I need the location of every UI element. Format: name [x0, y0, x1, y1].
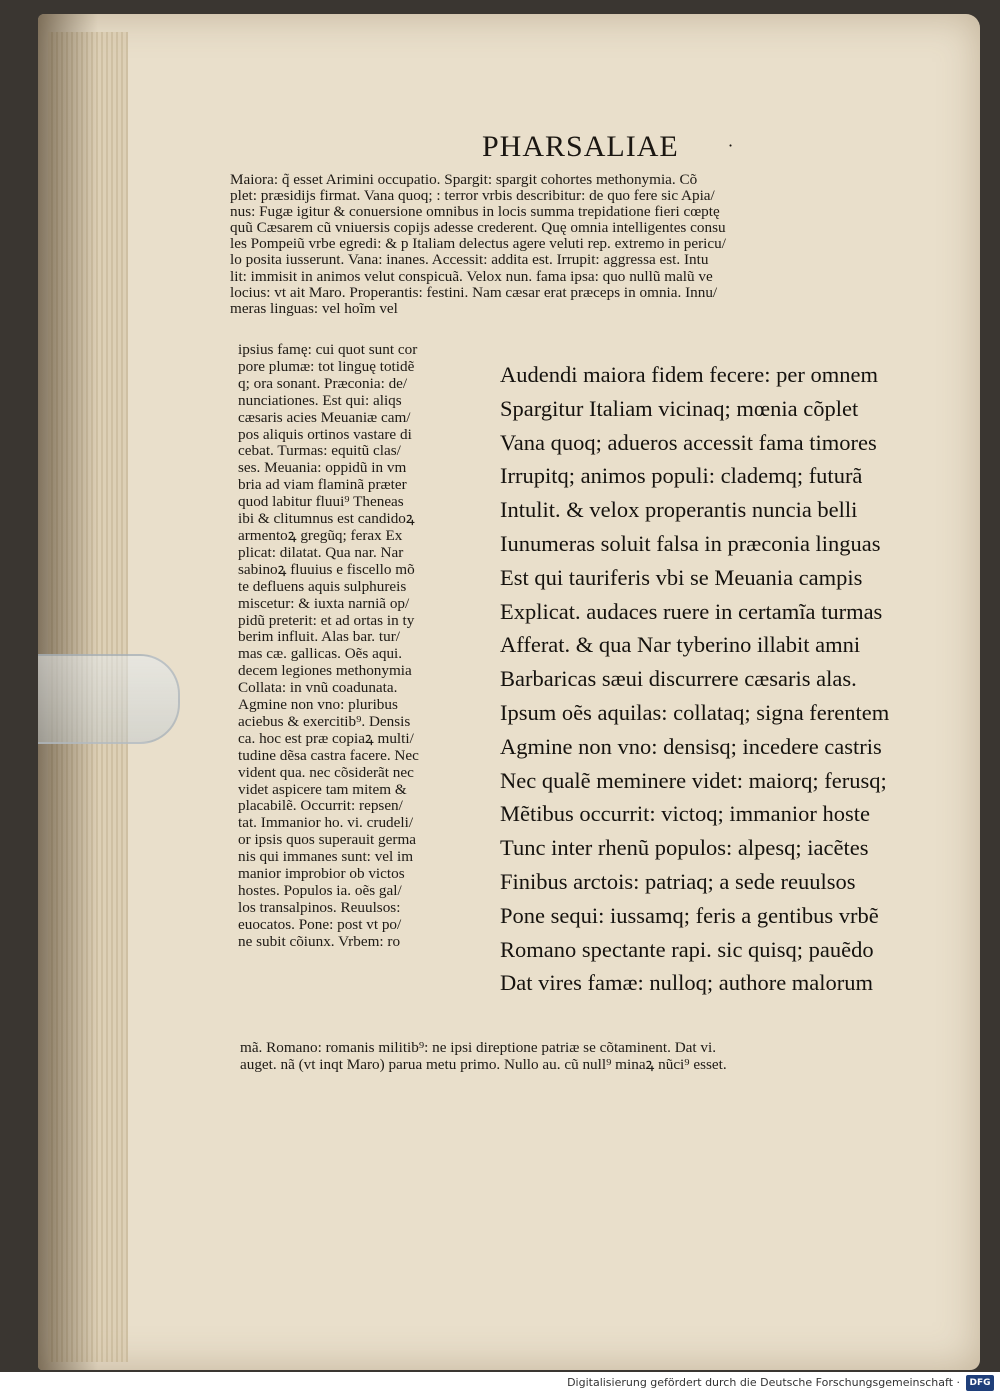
verse-line: Vana quoq; adueros accessit fama timores: [500, 429, 877, 455]
commentary-line: nunciationes. Est qui: aliqs: [238, 391, 402, 409]
commentary-line: armentoꝝ gregũq; ferax Ex: [238, 526, 403, 544]
commentary-line: cebat. Turmas: equitũ clas/: [238, 442, 401, 460]
commentary-line: tat. Immanior ho. vi. crudeli/: [238, 814, 414, 832]
commentary-line: les Pompeiũ vrbe egredi: & p Italiam delectus agere veluti rep. extremo in pericu/: [230, 235, 726, 253]
verse-text: [500, 358, 930, 1000]
verse-line: Intulit. & velox properantis nuncia belli: [500, 497, 858, 523]
dfg-logo: DFG: [966, 1375, 994, 1391]
commentary-line: pore plumæ: tot linguę totidẽ: [238, 357, 415, 375]
left-commentary: [238, 342, 498, 951]
commentary-line: plicat: dilatat. Qua nar. Nar: [238, 543, 404, 561]
verse-line: Tunc inter rhenũ populos: alpesq; iacẽtes: [500, 835, 869, 861]
commentary-line: mas cæ. gallicas. Oẽs aqui.: [238, 645, 403, 663]
commentary-line: ses. Meuania: oppidũ in vm: [238, 459, 407, 477]
commentary-line: videt aspicere tam mitem &: [238, 780, 407, 798]
verse-line: Agmine non vno: densisq; incedere castris: [500, 733, 882, 759]
commentary-line: decem legiones methonymia: [238, 662, 412, 680]
commentary-line: vident qua. nec cõsiderãt nec: [238, 763, 414, 781]
commentary-line: Agmine non vno: pluribus: [238, 696, 398, 714]
commentary-line: ca. hoc est præ copiaꝝ multi/: [238, 729, 414, 747]
commentary-line: nus: Fugæ igitur & conuersione omnibus in locis summa trepidatione fieri cœptę: [230, 203, 720, 221]
commentary-line: te defluens aquis sulphureis: [238, 577, 407, 595]
verse-line: Audendi maiora fidem fecere: per omnem: [500, 362, 878, 387]
top-commentary: [230, 172, 930, 317]
verse-line: Romano spectante rapi. sic quisq; pauẽdo: [500, 936, 874, 962]
verse-line: Mẽtibus occurrit: victoq; immanior hoste: [500, 801, 870, 827]
commentary-line: bria ad viam flaminã præter: [238, 476, 407, 494]
commentary-line: pidũ preterit: et ad ortas in ty: [238, 611, 415, 629]
bottom-commentary: [240, 1040, 940, 1073]
commentary-line: pos aliquis ortinos vastare di: [238, 425, 412, 443]
verse-line: Irrupitq; animos populi: clademq; futurã: [500, 463, 863, 489]
verse-line: Pone sequi: iussamq; feris a gentibus vrbẽ: [500, 902, 879, 928]
commentary-line: plet: præsidijs firmat. Vana quoq; : terror vrbis describitur: de quo fere sic Apia/: [230, 187, 715, 205]
verse-line: Nec qualẽ meminere videt: maiorq; ferusq;: [500, 767, 887, 793]
commentary-line: hostes. Populos ia. oẽs gal/: [238, 882, 402, 899]
commentary-line: meras linguas: vel hoĩm vel: [230, 299, 398, 317]
commentary-line: berim influit. Alas bar. tur/: [238, 628, 400, 646]
verse-line: Spargitur Italiam vicinaq; mœnia cõplet: [500, 395, 859, 421]
commentary-line: quũ Cæsarem cũ vniuersis copijs adesse crederent. Quę omnia intelligentes consu: [230, 219, 726, 237]
footer-bar: [0, 1372, 1000, 1396]
commentary-line: euocatos. Pone: post vt po/: [238, 915, 402, 933]
commentary-line: miscetur: & iuxta narniã op/: [238, 594, 410, 612]
commentary-line: lit: immisit in animos velut conspicuã. Velox nun. fama ipsa: quo nullũ malũ ve: [230, 267, 713, 285]
commentary-line: Maiora: q̃ esset Arimini occupatio. Spargit: spargit cohortes methonymia. Cõ: [230, 171, 698, 188]
verse-line: Afferat. & qua Nar tyberino illabit amni: [500, 632, 861, 658]
commentary-line: sabinoꝝ fluuius e fiscello mõ: [238, 560, 415, 578]
verse-line: Iunumeras soluit falsa in præconia linguas: [500, 530, 881, 556]
commentary-line: Collata: in vnũ coadunata.: [238, 679, 398, 697]
verse-line: Dat vires famæ: nulloq; authore malorum: [500, 970, 874, 996]
commentary-line: placabilẽ. Occurrit: repsen/: [238, 797, 403, 815]
commentary-line: tudine dẽsa castra facere. Nec: [238, 746, 419, 764]
commentary-line: ne subit cõiunx. Vrbem: ro: [238, 932, 401, 950]
commentary-line: locius: vt ait Maro. Properantis: festini. Nam cæsar erat præceps in omnia. Innu/: [230, 283, 718, 301]
commentary-line: mã. Romano: romanis militib⁹: ne ipsi direptione patriæ se cõtaminent. Dat vi.: [240, 1039, 717, 1056]
header-mark: ·: [728, 136, 734, 155]
commentary-line: or ipsis quos superauit germa: [238, 831, 417, 849]
running-header: PHARSALIAE: [482, 130, 679, 163]
commentary-line: lo posita iusserunt. Vana: inanes. Accessit: addita est. Irrupit: aggressa est. Intu: [230, 251, 709, 269]
verse-line: Est qui tauriferis vbi se Meuania campis: [500, 564, 863, 590]
verse-line: Finibus arctois: patriaq; a sede reuulsos: [500, 868, 856, 894]
commentary-line: cæsaris acies Meuaniæ cam/: [238, 408, 411, 426]
commentary-line: aciebus & exercitib⁹. Densis: [238, 712, 411, 730]
commentary-line: nis qui immanes sunt: vel im: [238, 848, 414, 866]
verse-line: Barbaricas sæui discurrere cæsaris alas.: [500, 666, 857, 692]
commentary-line: auget. nã (vt inqt Maro) parua metu primo. Nullo au. cũ null⁹ minaꝝ nũci⁹ esset.: [240, 1055, 727, 1073]
verse-line: Ipsum oẽs aquilas: collataq; signa ferentem: [500, 699, 890, 725]
commentary-line: ibi & clitumnus est candidoꝝ: [238, 510, 415, 528]
verse-line: Explicat. audaces ruere in certamĩa turmas: [500, 598, 883, 624]
commentary-line: q; ora sonant. Præconia: de/: [238, 374, 408, 392]
commentary-line: ipsius famę: cui quot sunt cor: [238, 341, 418, 358]
commentary-line: quod labitur fluui⁹ Theneas: [238, 493, 404, 511]
footer-credit: Digitalisierung gefördert durch die Deutsche Forschungsgemeinschaft ·: [567, 1376, 960, 1389]
commentary-line: los transalpinos. Reuulsos:: [238, 898, 401, 916]
book-clip: [38, 654, 180, 744]
commentary-line: manior improbior ob victos: [238, 865, 405, 883]
